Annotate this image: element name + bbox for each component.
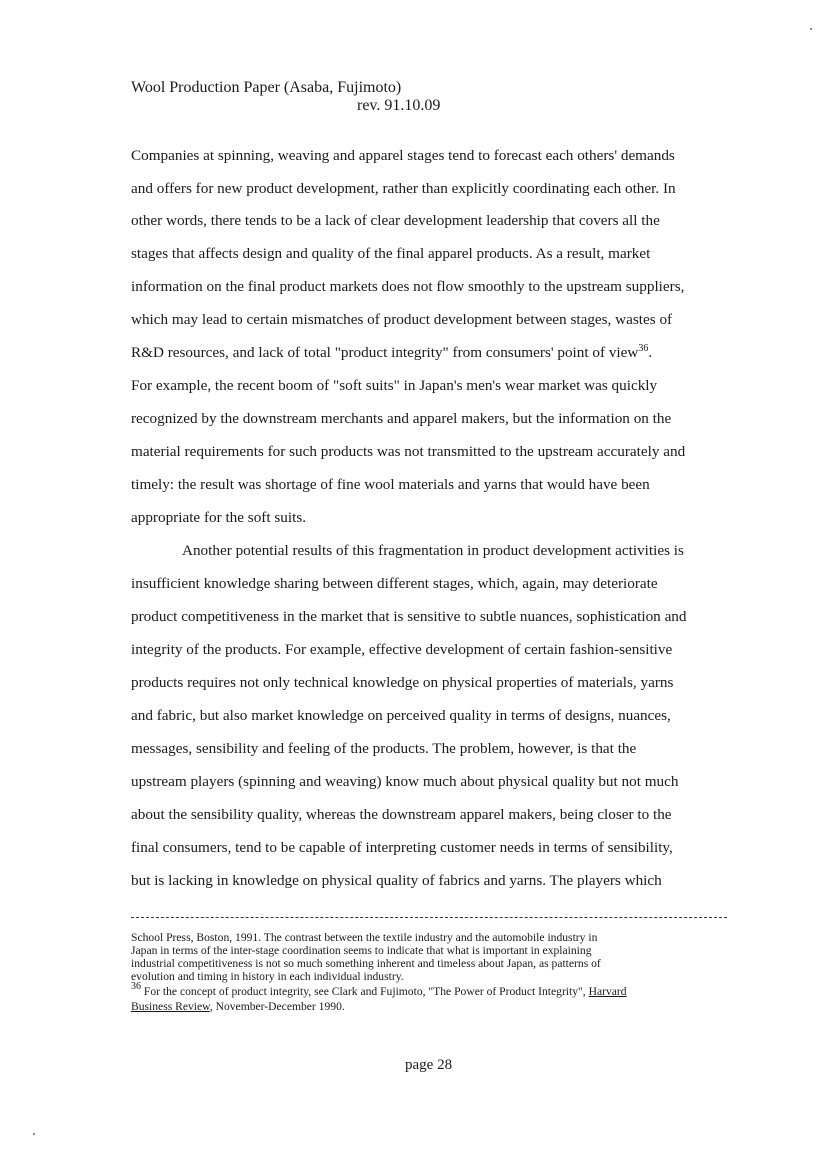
- body-text-line: Another potential results of this fragmentation in product development activities is: [182, 542, 684, 559]
- body-text-line: material requirements for such products was not transmitted to the upstream accurately and: [131, 443, 686, 460]
- footnote-36: [131, 981, 627, 998]
- body-text-line: timely: the result was shortage of fine wool materials and yarns that would have been: [131, 476, 650, 493]
- body-text: R&D resources, and lack of total "product integrity" from consumers' point of view: [131, 344, 639, 361]
- body-text-line: about the sensibility quality, whereas the downstream apparel makers, being closer to the: [131, 806, 672, 823]
- footnote-text-line: Japan in terms of the inter-stage coordination seems to indicate that what is important in explaining: [131, 944, 592, 957]
- body-text-line: Companies at spinning, weaving and apparel stages tend to forecast each others' demands: [131, 147, 675, 164]
- body-text-line: upstream players (spinning and weaving) know much about physical quality but not much: [131, 773, 679, 790]
- scan-speck: [33, 1133, 35, 1135]
- body-text-line: For example, the recent boom of "soft suits" in Japan's men's wear market was quickly: [131, 377, 658, 394]
- footnote-36-continued: [131, 1000, 345, 1013]
- body-text-line: insufficient knowledge sharing between different stages, which, again, may deteriorate: [131, 575, 658, 592]
- body-text-line: messages, sensibility and feeling of the products. The problem, however, is that the: [131, 740, 637, 757]
- body-text-line: products requires not only technical knowledge on physical properties of materials, yarns: [131, 674, 674, 691]
- footnote-text-line: industrial competitiveness is not so much something inherent and timeless about Japan, as patterns of: [131, 957, 601, 970]
- body-text-line: appropriate for the soft suits.: [131, 509, 307, 526]
- sentence-period: .: [648, 344, 653, 361]
- body-text-line: other words, there tends to be a lack of clear development leadership that covers all the: [131, 212, 660, 229]
- body-text-line: recognized by the downstream merchants and apparel makers, but the information on the: [131, 410, 672, 427]
- running-header-title: Wool Production Paper (Asaba, Fujimoto): [131, 79, 402, 96]
- footnote-36-journal-cont: Business Review: [131, 1000, 210, 1013]
- footnote-36-marker: 36: [131, 981, 141, 992]
- footnote-36-text: For the concept of product integrity, see Clark and Fujimoto, "The Power of Product Integrity",: [141, 985, 589, 998]
- body-text-line: and offers for new product development, rather than explicitly coordinating each other. In: [131, 180, 676, 197]
- body-text-line: final consumers, tend to be capable of interpreting customer needs in terms of sensibility,: [131, 839, 673, 856]
- footnote-36-date: , November-December 1990.: [209, 1000, 345, 1013]
- body-text-line: which may lead to certain mismatches of product development between stages, wastes of: [131, 311, 673, 328]
- body-text-line: integrity of the products. For example, effective development of certain fashion-sensitive: [131, 641, 673, 658]
- footnote-text-line: School Press, Boston, 1991. The contrast between the textile industry and the automobile industry in: [131, 931, 598, 944]
- body-text-line: but is lacking in knowledge on physical quality of fabrics and yarns. The players which: [131, 872, 662, 889]
- page-number: page 28: [405, 1057, 453, 1073]
- body-text-line: product competitiveness in the market that is sensitive to subtle nuances, sophistication and: [131, 608, 687, 625]
- body-text-line: information on the final product markets does not flow smoothly to the upstream suppliers,: [131, 278, 685, 295]
- body-text-line-with-footnote: [131, 344, 652, 362]
- scan-speck: [810, 28, 812, 30]
- footnote-36-journal: Harvard: [588, 985, 627, 998]
- footnote-reference-36: 36: [638, 343, 649, 354]
- body-text-line: and fabric, but also market knowledge on perceived quality in terms of designs, nuances,: [131, 707, 671, 724]
- footnote-text-line: evolution and timing in history in each individual industry.: [131, 970, 404, 983]
- body-text-line: stages that affects design and quality of the final apparel products. As a result, market: [131, 245, 651, 262]
- footnote-separator-rule: [131, 917, 727, 918]
- running-header-revision: rev. 91.10.09: [357, 97, 441, 114]
